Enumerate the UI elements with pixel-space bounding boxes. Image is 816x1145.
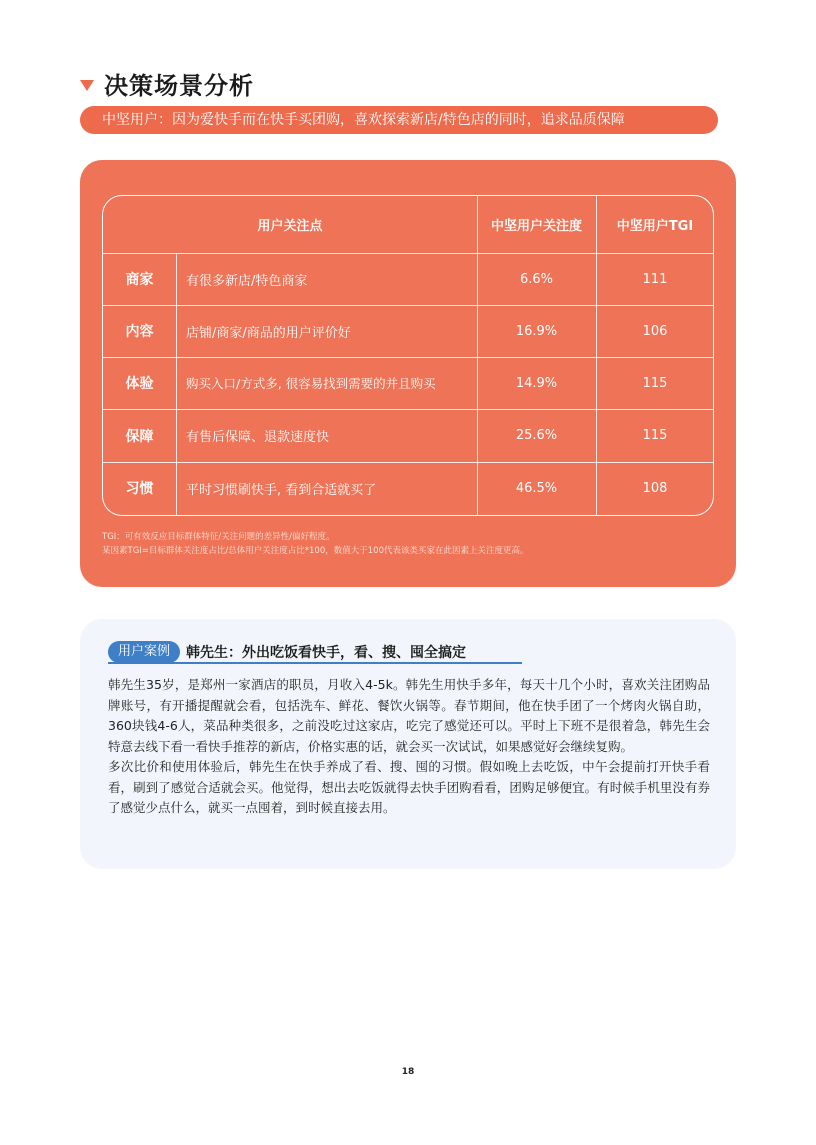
row-attention: 25.6% <box>515 428 558 443</box>
case-paragraph: 多次比价和使用体验后，韩先生在快手养成了看、搜、囤的习惯。假如晚上去吃饭，中午会提前打开快手看看，刷到了感觉合适就会买。他觉得，想出去吃饭就得去快手团购看看，团购足够便宜。有时候手机里没有券了感觉少点什么，就买一点囤着，到时候直接去用。 <box>108 759 710 815</box>
row-category: 体验 <box>125 376 154 392</box>
row-category: 内容 <box>125 324 154 340</box>
tgi-note-definition: TGI：可有效反应目标群体特征/关注问题的差异性/偏好程度。 <box>102 532 335 542</box>
row-tgi: 115 <box>642 375 668 391</box>
row-focus-point: 购买入口/方式多, 很容易找到需要的并且购买 <box>186 376 436 391</box>
triangle-down-icon <box>80 80 94 91</box>
row-category: 习惯 <box>125 481 154 497</box>
page-number: 18 <box>401 1067 415 1077</box>
row-category: 保障 <box>125 428 154 445</box>
row-focus-point: 有很多新店/特色商家 <box>186 273 308 289</box>
row-focus-point: 有售后保障、退款速度快 <box>186 430 330 445</box>
subtitle-banner: 中坚用户：因为爱快手而在快手买团购，喜欢探索新店/特色店的同时，追求品质保障 <box>80 106 718 134</box>
row-tgi: 108 <box>642 480 668 496</box>
user-case-badge: 用户案例 <box>108 641 180 663</box>
row-category: 商家 <box>125 272 154 288</box>
row-attention: 46.5% <box>515 480 558 496</box>
tgi-table-panel <box>80 160 736 587</box>
row-attention: 16.9% <box>515 323 558 339</box>
row-attention: 14.9% <box>515 375 558 391</box>
user-case-body <box>108 675 710 819</box>
row-focus-point: 平时习惯刷快手, 看到合适就买了 <box>186 482 377 498</box>
row-focus-point: 店铺/商家/商品的用户评价好 <box>186 325 351 341</box>
case-paragraph: 韩先生35岁，是郑州一家酒店的职员，月收入4-5k。韩先生用快手多年，每天十几个小时，喜欢关注团购品牌账号，有开播提醒就会看，包括洗车、鲜花、餐饮火锅等。春节期间，他在快手团了一个烤肉火锅自助，360块钱4-6人，菜品种类很多，之前没吃过这家店，吃完了感觉还可以。平时上下班不是很着急，韩先生会特意去线下看一看快手推荐的新店，价格实惠的话，就会买一次试试，如果感觉好会继续复购。 <box>108 677 710 754</box>
title-underline <box>108 662 522 664</box>
page-title: 决策场景分析 <box>104 71 254 100</box>
section-header <box>80 66 254 100</box>
row-tgi: 106 <box>642 323 668 339</box>
user-case-title: 韩先生：外出吃饭看快手，看、搜、囤全搞定 <box>186 645 467 661</box>
col-header-attention: 中坚用户关注度 <box>490 219 582 234</box>
tgi-table <box>102 195 714 516</box>
row-attention: 6.6% <box>519 271 554 287</box>
user-case-header <box>108 641 466 663</box>
row-tgi: 111 <box>642 271 668 287</box>
row-tgi: 115 <box>642 428 668 443</box>
col-header-tgi: 中坚用户TGI <box>616 219 694 234</box>
user-case-panel <box>80 619 736 869</box>
tgi-note-formula: 某因素TGI=目标群体关注度占比/总体用户关注度占比*100，数值大于100代表该类买家在此因素上关注度更高。 <box>102 546 529 556</box>
col-header-focus-point: 用户关注点 <box>257 219 323 234</box>
